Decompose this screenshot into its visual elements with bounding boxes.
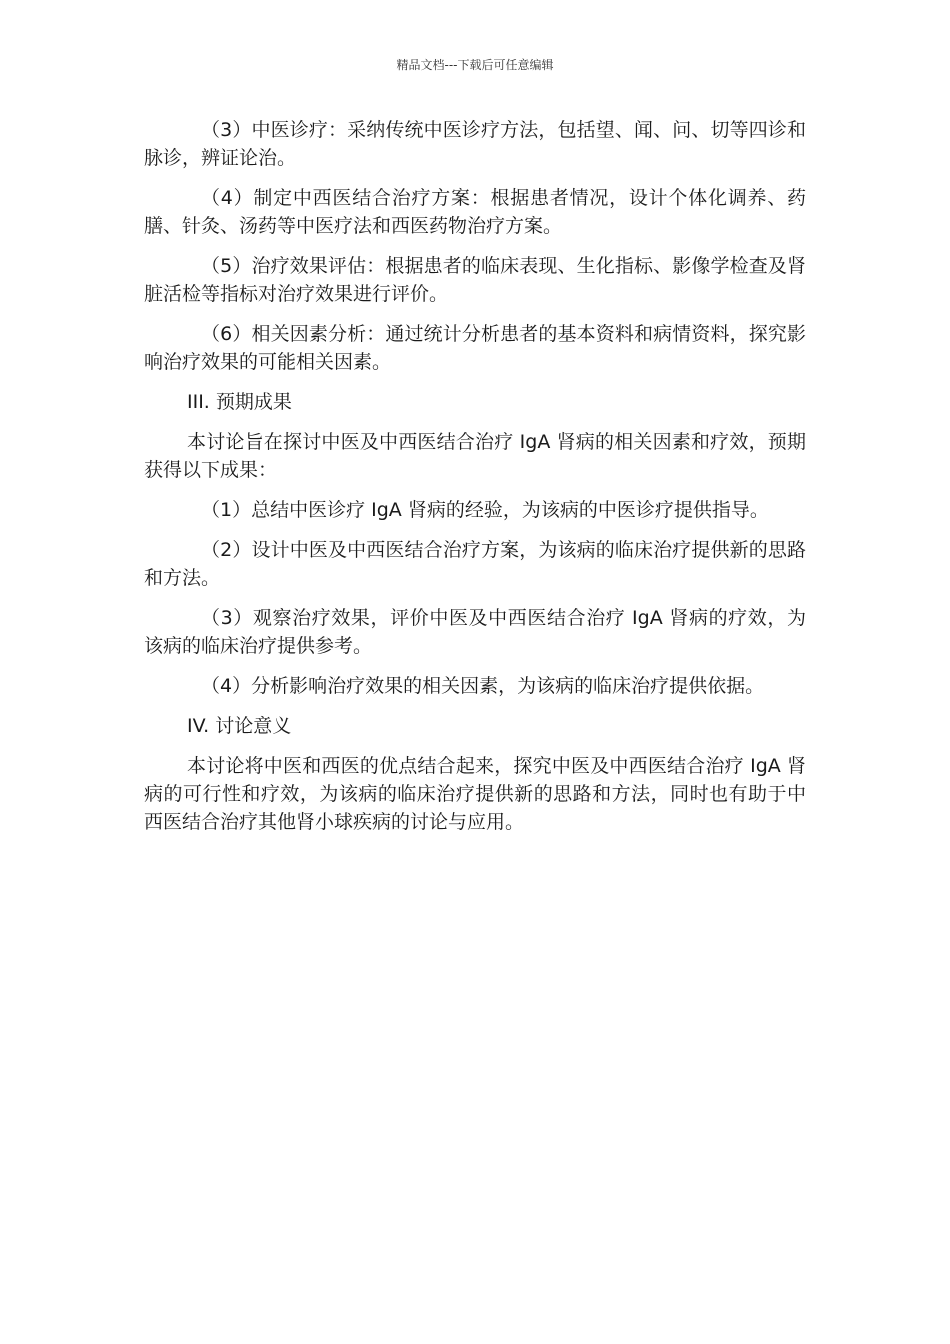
section-heading-significance: IV. 讨论意义 bbox=[187, 715, 292, 737]
method-item-4: （4）制定中西医结合治疗方案：根据患者情况，设计个体化调养、药膳、针灸、汤药等中医疗法和西医药物治疗方案。 bbox=[144, 187, 806, 237]
method-item-3: （3）中医诊疗：采纳传统中医诊疗方法，包括望、闻、问、切等四诊和脉诊，辨证论治。 bbox=[144, 119, 806, 169]
expected-result-item-2: （2）设计中医及中西医结合治疗方案，为该病的临床治疗提供新的思路和方法。 bbox=[144, 539, 806, 589]
expected-results-intro: 本讨论旨在探讨中医及中西医结合治疗 IgA 肾病的相关因素和疗效，预期获得以下成果： bbox=[144, 431, 806, 481]
section-heading-expected-results: III. 预期成果 bbox=[187, 391, 292, 413]
document-body bbox=[144, 116, 806, 848]
expected-result-item-1: （1）总结中医诊疗 IgA 肾病的经验，为该病的中医诊疗提供指导。 bbox=[201, 499, 769, 521]
method-item-6: （6）相关因素分析：通过统计分析患者的基本资料和病情资料，探究影响治疗效果的可能相关因素。 bbox=[144, 323, 806, 373]
expected-result-item-3: （3）观察治疗效果，评价中医及中西医结合治疗 IgA 肾病的疗效，为该病的临床治疗提供参考。 bbox=[144, 607, 806, 657]
significance-body: 本讨论将中医和西医的优点结合起来，探究中医及中西医结合治疗 IgA 肾病的可行性和疗效，为该病的临床治疗提供新的思路和方法，同时也有助于中西医结合治疗其他肾小球疾病的讨论与应用。 bbox=[144, 755, 806, 833]
method-item-5: （5）治疗效果评估：根据患者的临床表现、生化指标、影像学检查及肾脏活检等指标对治疗效果进行评价。 bbox=[144, 255, 806, 305]
page-header: 精品文档---下载后可任意编辑 bbox=[396, 58, 554, 72]
expected-result-item-4: （4）分析影响治疗效果的相关因素，为该病的临床治疗提供依据。 bbox=[201, 675, 765, 697]
